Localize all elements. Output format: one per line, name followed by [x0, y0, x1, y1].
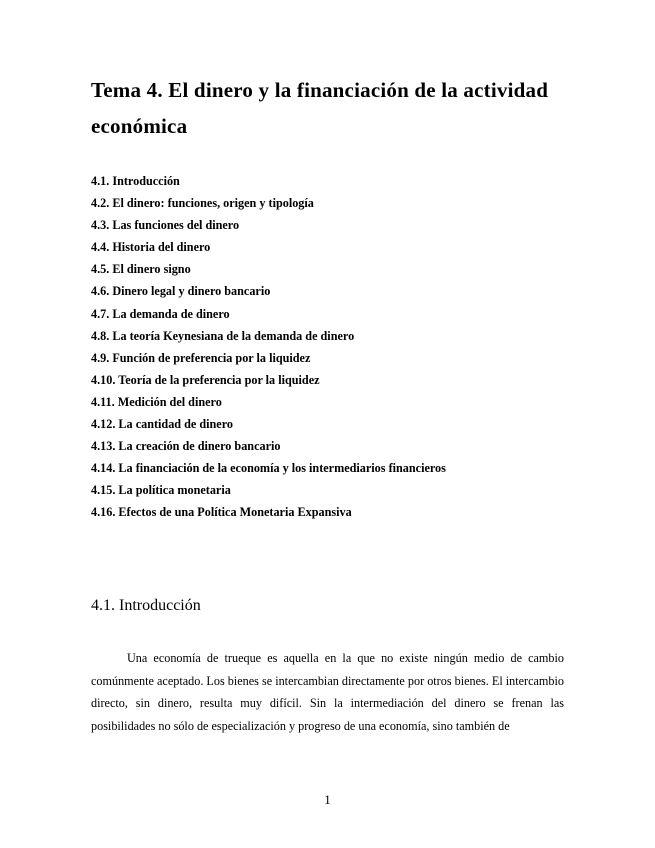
toc-item: 4.1. Introducción	[91, 174, 180, 188]
toc-item: 4.13. La creación de dinero bancario	[91, 439, 281, 454]
toc-item: 4.9. Función de preferencia por la liquidez	[91, 350, 311, 365]
toc-item: 4.6. Dinero legal y dinero bancario	[91, 284, 271, 299]
toc-item: 4.4. Historia del dinero	[91, 240, 211, 255]
toc-item: 4.12. La cantidad de dinero	[91, 417, 233, 432]
toc-item: 4.11. Medición del dinero	[91, 394, 222, 409]
chapter-title: Tema 4. El dinero y la financiación de la actividad económica	[91, 78, 549, 138]
section-heading: 4.1. Introducción	[91, 597, 201, 614]
toc-item: 4.5. El dinero signo	[91, 262, 191, 277]
toc-item: 4.3. Las funciones del dinero	[91, 218, 240, 233]
table-of-contents	[91, 170, 446, 524]
toc-item: 4.16. Efectos de una Política Monetaria Expansiva	[91, 505, 352, 520]
toc-item: 4.8. La teoría Keynesiana de la demanda de dinero	[91, 328, 355, 343]
toc-item: 4.10. Teoría de la preferencia por la liquidez	[91, 372, 320, 387]
page-number: 1	[324, 792, 331, 807]
toc-item: 4.7. La demanda de dinero	[91, 306, 230, 321]
toc-item: 4.14. La financiación de la economía y los intermediarios financieros	[91, 461, 446, 476]
body-paragraph: Una economía de trueque es aquella en la que no existe ningún medio de cambio comúnmente aceptado. Los bienes se intercambian directamente por otros bienes. El intercambio directo, sin dinero, resulta muy difícil. Sin la intermediación del dinero se frenan las posibilidades no sólo de especialización y progreso de una economía, sino también de	[91, 651, 564, 733]
toc-item: 4.15. La política monetaria	[91, 483, 231, 498]
toc-item: 4.2. El dinero: funciones, origen y tipología	[91, 196, 314, 211]
